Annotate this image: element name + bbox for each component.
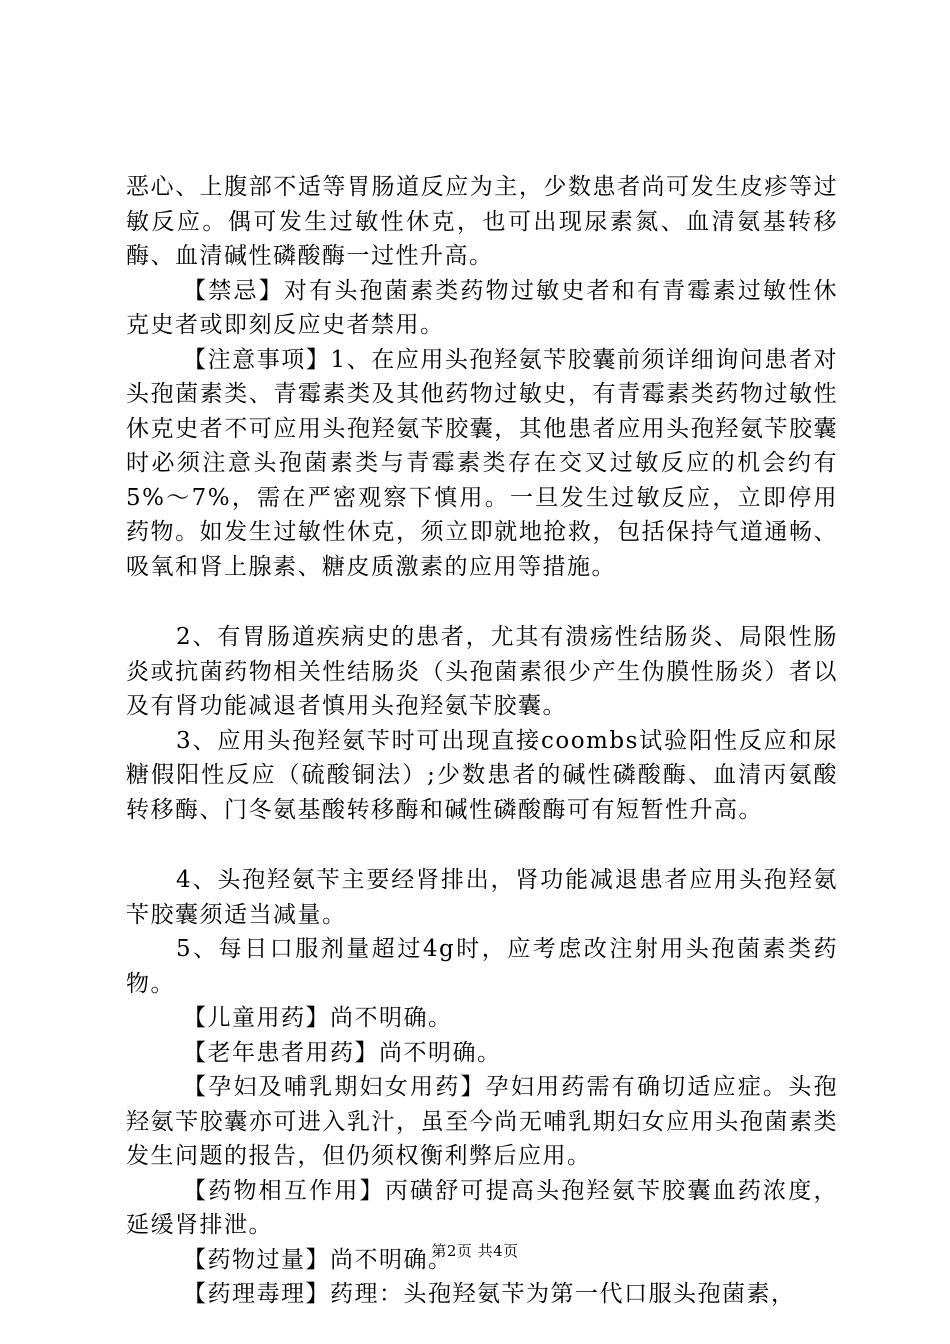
paragraph-adverse-reactions-cont: 恶心、上腹部不适等胃肠道反应为主，少数患者尚可发生皮疹等过敏反应。偶可发生过敏性休克，也可出现尿素氮、血清氨基转移酶、血清碱性磷酸酶一过性升高。 — [126, 174, 838, 269]
paragraph-geriatric-use: 【老年患者用药】尚不明确。 — [183, 1039, 502, 1066]
paragraph-pediatric-use: 【儿童用药】尚不明确。 — [183, 1005, 453, 1031]
page-footer: 第2页 共4页 — [431, 1242, 519, 1260]
paragraph-precautions-5: 5、每日口服剂量超过4g时，应考虑改注射用头孢菌素类药物。 — [126, 936, 838, 997]
paragraph-precautions-3: 3、应用头孢羟氨苄时可出现直接coombs试验阳性反应和尿糖假阳性反应（硫酸铜法）;少数患者的碱性磷酸酶、血清丙氨酸转移酶、门冬氨基酸转移酶和碱性磷酸酶可有短暂性升高。 — [126, 727, 838, 823]
paragraph-pharmacology: 【药理毒理】药理：头孢羟氨苄为第一代口服头孢菌素， — [183, 1281, 796, 1307]
paragraph-contraindications: 【禁忌】对有头孢菌素类药物过敏史者和有青霉素过敏性休克史者或即刻反应史者禁用。 — [126, 277, 838, 338]
paragraph-precautions-2: 2、有胃肠道疾病史的患者，尤其有溃疡性结肠炎、局限性肠炎或抗菌药物相关性结肠炎（头孢菌素很少产生伪膜性肠炎）者以及有肾功能减退者慎用头孢羟氨苄胶囊。 — [126, 624, 838, 719]
paragraph-precautions-4: 4、头孢羟氨苄主要经肾排出，肾功能减退患者应用头孢羟氨苄胶囊须适当减量。 — [126, 867, 838, 928]
paragraph-overdose: 【药物过量】尚不明确。 — [183, 1246, 453, 1273]
paragraph-precautions-1: 【注意事项】1、在应用头孢羟氨苄胶囊前须详细询问患者对头孢菌素类、青霉素类及其他药物过敏史，有青霉素类药物过敏性休克史者不可应用头孢羟氨苄胶囊，其他患者应用头孢羟氨苄胶囊时必须注意头孢菌素类与青霉素类存在交叉过敏反应的机会约有5%～7%，需在严密观察下慎用。一旦发生过敏反应，立即停用药物。如发生过敏性休克，须立即就地抢救，包括保持气道通畅、吸氧和肾上腺素、糖皮质激素的应用等措施。 — [126, 346, 838, 580]
document-body — [126, 170, 838, 1312]
paragraph-pregnancy-lactation: 【孕妇及哺乳期妇女用药】孕妇用药需有确切适应症。头孢羟氨苄胶囊亦可进入乳汁，虽至今尚无哺乳期妇女应用头孢菌素类发生问题的报告，但仍须权衡利弊后应用。 — [126, 1074, 838, 1169]
paragraph-drug-interactions: 【药物相互作用】丙磺舒可提高头孢羟氨苄胶囊血药浓度，延缓肾排泄。 — [126, 1177, 838, 1238]
